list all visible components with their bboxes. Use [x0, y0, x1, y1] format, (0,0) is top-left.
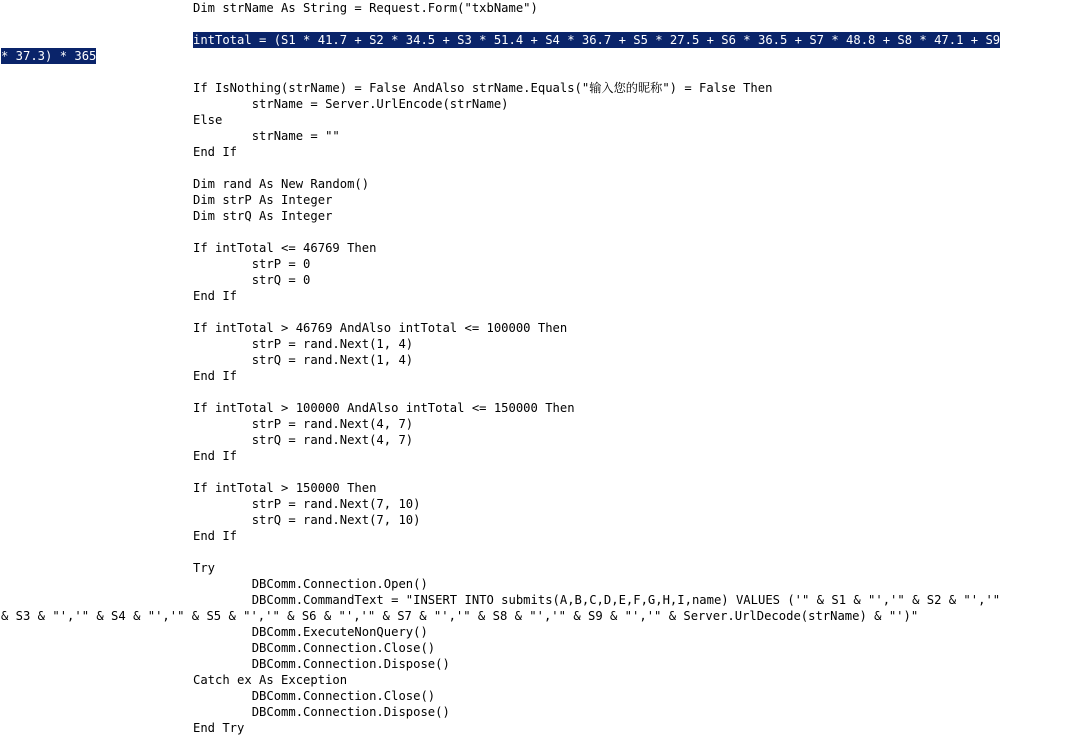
code-line-31: strP = rand.Next(7, 10): [193, 497, 421, 511]
code-line-9: End If: [193, 145, 238, 159]
code-line-37-wrap: & S3 & "','" & S4 & "','" & S5 & "','" & S6 & "','" & S7 & "','" & S8 & "','" & S9 & "','" & Server.UrlDecode(strName) & "')": [1, 609, 919, 623]
code-line-15: If intTotal <= 46769 Then: [193, 241, 377, 255]
code-line-6: strName = Server.UrlEncode(strName): [193, 97, 509, 111]
code-line-21: strP = rand.Next(1, 4): [193, 337, 414, 351]
code-line-18: End If: [193, 289, 238, 303]
code-line-11: Dim rand As New Random(): [193, 177, 370, 191]
code-line-25: If intTotal > 100000 AndAlso intTotal <= 150000 Then: [193, 401, 575, 415]
code-line-40: DBComm.Connection.Dispose(): [193, 657, 450, 671]
code-line-20: If intTotal > 46769 AndAlso intTotal <= 100000 Then: [193, 321, 568, 335]
code-line-26: strP = rand.Next(4, 7): [193, 417, 414, 431]
selected-code-line-3[interactable]: intTotal = (S1 * 41.7 + S2 * 34.5 + S3 * 51.4 + S4 * 36.7 + S5 * 27.5 + S6 * 36.5 + S7 * 48.8 + S8 * 47.1 + S9: [193, 33, 1001, 47]
code-line-44: End Try: [193, 721, 245, 735]
code-line-28: End If: [193, 449, 238, 463]
code-line-5: If IsNothing(strName) = False AndAlso strName.Equals("输入您的昵称") = False Then: [193, 81, 773, 95]
selected-code-line-3-wrap[interactable]: * 37.3) * 365: [1, 49, 97, 63]
code-line-1: Dim strName As String = Request.Form("txbName"): [193, 1, 538, 15]
code-line-16: strP = 0: [193, 257, 311, 271]
code-line-39: DBComm.Connection.Close(): [193, 641, 436, 655]
code-line-23: End If: [193, 369, 238, 383]
code-line-41: Catch ex As Exception: [193, 673, 348, 687]
code-line-30: If intTotal > 150000 Then: [193, 481, 377, 495]
code-line-43: DBComm.Connection.Dispose(): [193, 705, 450, 719]
code-line-42: DBComm.Connection.Close(): [193, 689, 436, 703]
code-line-36: DBComm.Connection.Open(): [193, 577, 428, 591]
code-line-35: Try: [193, 561, 216, 575]
code-line-12: Dim strP As Integer: [193, 193, 333, 207]
code-line-13: Dim strQ As Integer: [193, 209, 333, 223]
code-line-27: strQ = rand.Next(4, 7): [193, 433, 414, 447]
code-line-8: strName = "": [193, 129, 340, 143]
code-line-37: DBComm.CommandText = "INSERT INTO submits(A,B,C,D,E,F,G,H,I,name) VALUES ('" & S1 & "','" & S2 & "','": [193, 593, 1001, 607]
code-line-32: strQ = rand.Next(7, 10): [193, 513, 421, 527]
code-line-22: strQ = rand.Next(1, 4): [193, 353, 414, 367]
code-line-7: Else: [193, 113, 223, 127]
code-line-38: DBComm.ExecuteNonQuery(): [193, 625, 428, 639]
code-line-17: strQ = 0: [193, 273, 311, 287]
code-line-33: End If: [193, 529, 238, 543]
